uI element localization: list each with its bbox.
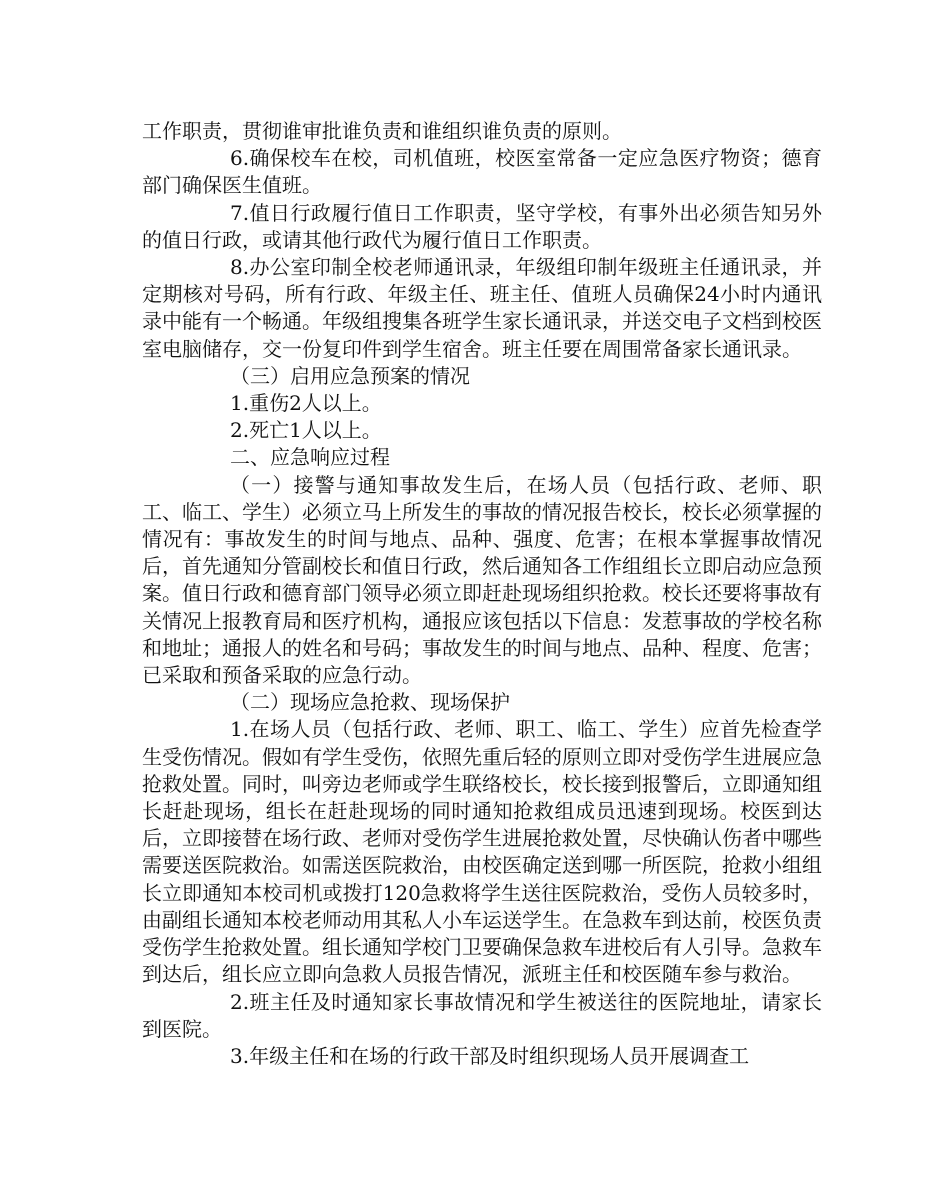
paragraph-rescue-item-2: 2.班主任及时通知家长事故情况和学生被送往的医院地址，请家长到医院。 [142, 989, 822, 1041]
condition-item-2: 2.死亡1人以上。 [230, 418, 382, 443]
condition-item-1: 1.重伤2人以上。 [230, 391, 382, 416]
paragraph-item-8: 8.办公室印制全校老师通讯录，年级组印制年级班主任通讯录，并定期核对号码，所有行政、年级主任、班主任、值班人员确保24小时内通讯录中能有一个畅通。年级组搜集各班学生家长通讯录，并送交电子文档到校医室电脑储存，交一份复印件到学生宿舍。班主任要在周围常备家长通讯录。 [142, 255, 822, 361]
paragraph-item-6: 6.确保校车在校，司机值班，校医室常备一定应急医疗物资；德育部门确保医生值班。 [142, 146, 822, 198]
paragraph-rescue-item-3: 3.年级主任和在场的行政干部及时组织现场人员开展调查工 [230, 1043, 750, 1068]
section-heading-onsite-rescue: （二）现场应急抢救、现场保护 [230, 690, 510, 715]
paragraph-item-7: 7.值日行政履行值日工作职责，坚守学校，有事外出必须告知另外的值日行政，或请其他行政代为履行值日工作职责。 [142, 200, 822, 252]
section-heading-plan-conditions: （三）启用应急预案的情况 [230, 363, 470, 388]
document-body [142, 118, 822, 1070]
paragraph-duty-principle: 工作职责，贯彻谁审批谁负责和谁组织谁负责的原则。 [142, 119, 622, 143]
paragraph-alarm-notification: （一）接警与通知事故发生后，在场人员（包括行政、老师、职工、临工、学生）必须立马上所发生的事故的情况报告校长，校长必须掌握的情况有：事故发生的时间与地点、品种、强度、危害；在根本掌握事故情况后，首先通知分管副校长和值日行政，然后通知各工作组组长立即启动应急预案。值日行政和德育部门领导必须立即赶赴现场组织抢救。校长还要将事故有关情况上报教育局和医疗机构，通报应该包括以下信息：发惹事故的学校名称和地址；通报人的姓名和号码；事故发生的时间与地点、品种、程度、危害；已采取和预备采取的应急行动。 [142, 472, 822, 688]
paragraph-rescue-item-1: 1.在场人员（包括行政、老师、职工、临工、学生）应首先检查学生受伤情况。假如有学生受伤，依照先重后轻的原则立即对受伤学生进展应急抢救处置。同时，叫旁边老师或学生联络校长，校长接到报警后，立即通知组长赶赴现场，组长在赶赴现场的同时通知抢救组成员迅速到现场。校医到达后，立即接替在场行政、老师对受伤学生进展抢救处置，尽快确认伤者中哪些需要送医院救治。如需送医院救治，由校医确定送到哪一所医院，抢救小组组长立即通知本校司机或拨打120急救将学生送往医院救治，受伤人员较多时，由副组长通知本校老师动用其私人小车运送学生。在急救车到达前，校医负责受伤学生抢救处置。组长通知学校门卫要确保急救车进校后有人引导。急救车到达后，组长应立即向急救人员报告情况，派班主任和校医随车参与救治。 [142, 717, 822, 987]
section-heading-response-process: 二、应急响应过程 [230, 445, 390, 470]
